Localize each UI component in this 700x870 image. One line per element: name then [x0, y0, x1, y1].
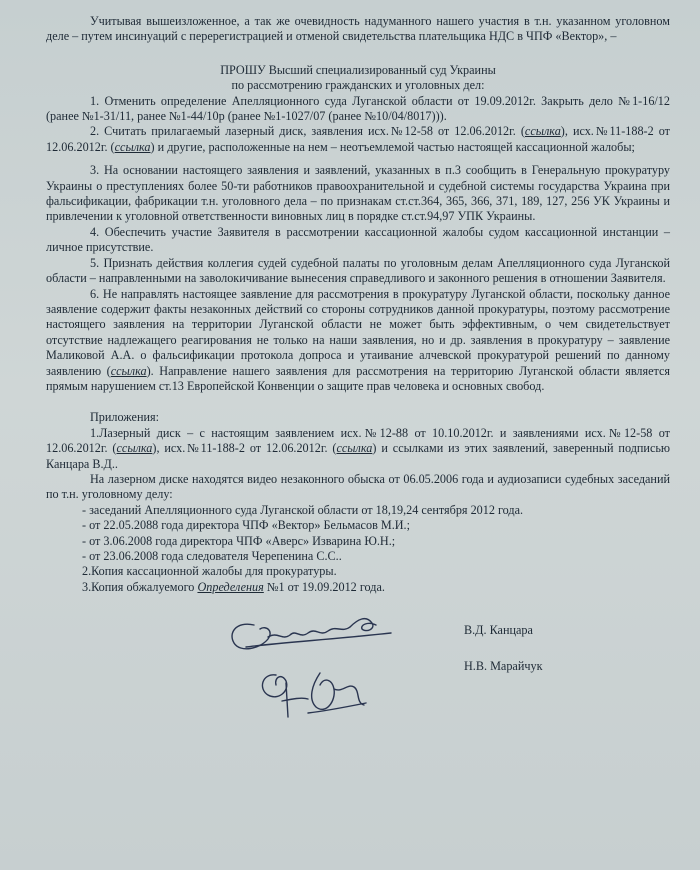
request-item-2	[46, 124, 670, 155]
petition-subtitle: по рассмотрению гражданских и уголовных дел:	[231, 78, 485, 93]
list-item: - от 23.06.2008 года следователя Черепенина С.С..	[82, 549, 342, 563]
request-item-1: 1. Отменить определение Апелляционного суда Луганской области от 19.09.2012г. Закрыть дело №1-16/12 (ранее №1-31/11, ранее №1-44/10р (ранее №1-1027/07 (ранее №10/04/8017))).	[46, 93, 670, 124]
handwritten-signatures-icon	[216, 603, 446, 723]
signer-name-1: В.Д. Канцара	[464, 623, 533, 638]
request-item-2-text-b: ), исх.№11-188-2 от 12.06.2012г. (	[46, 124, 670, 154]
disk-contents-list	[46, 503, 670, 595]
link-reference[interactable]: ссылка	[336, 441, 373, 456]
request-item-2-text-a: 2. Считать прилагаемый лазерный диск, заявления исх.№12-58 от 12.06.2012г. (	[90, 124, 525, 139]
attachments-heading: Приложения:	[90, 410, 159, 425]
signature-block	[46, 609, 670, 729]
link-reference[interactable]: ссылка	[524, 124, 561, 139]
attachment-3-text-a: 3.Копия обжалуемого	[82, 579, 198, 594]
disk-note: На лазерном диске находятся видео незаконного обыска от 06.05.2006 года и аудиозаписи судебных заседаний по т.н. уголовному делу:	[46, 471, 670, 502]
attachment-2: 2.Копия кассационной жалобы для прокуратуры.	[82, 564, 337, 579]
link-reference[interactable]: ссылка	[110, 363, 147, 378]
attachment-1-text-b: ), исх.№11-188-2 от 12.06.2012г. (	[152, 441, 337, 456]
request-item-2-text-c: ) и другие, расположенные на нем – неотъемлемой частью настоящей кассационной жалобы;	[150, 139, 635, 154]
signer-name-2: Н.В. Марайчук	[464, 659, 543, 674]
list-item: - заседаний Апелляционного суда Луганской области от 18,19,24 сентября 2012 года.	[82, 502, 524, 517]
petition-title: ПРОШУ Высший специализированный суд Украины	[220, 62, 496, 77]
attachment-3	[82, 580, 670, 595]
request-item-6	[46, 287, 670, 395]
decision-reference: Определения	[197, 579, 264, 594]
request-item-4: 4. Обеспечить участие Заявителя в рассмотрении кассационной жалобы судом кассационной инстанции – личное присутствие.	[46, 224, 670, 255]
attachment-1	[46, 426, 670, 472]
intro-paragraph: Учитывая вышеизложенное, а так же очевидность надуманного нашего участия в т.н. указанном уголовном деле – путем инсинуаций с перерегистрацией и отменой свидетельства плательщика НДС в ЧПФ «Вектор», –	[46, 14, 670, 44]
link-reference[interactable]: ссылка	[114, 139, 151, 154]
request-item-6-text-a: 6. Не направлять настоящее заявление для рассмотрения в прокуратуру Луганской области, поскольку данное заявление содержит факты незаконных действий со стороны сотрудников данной прокуратуры, поэтому рассмотрение настоящего заявления на территории Луганской области не может быть эффективным, о чем свидетельствует отсутствие надлежащего реагирования не только на наши заявления, но и др. заявления в прокуратуру – заявление Маликовой А.А. о фальсификации протокола допроса и утаивание алчевской прокуратурой решений по данному заявлению (	[46, 286, 670, 378]
request-item-6-text-b: ). Направление нашего заявления для рассмотрения на территорию Луганской области является прямым нарушением ст.13 Европейской Конвенции о защите прав человека и основных свобод.	[46, 363, 670, 393]
request-item-3: 3. На основании настоящего заявления и заявлений, указанных в п.3 сообщить в Генеральную прокуратуру Украины о преступлениях более 50-ти работников правоохранительной и судебной системы государства Украина при фальсификации, фабрикации т.н. уголовного дела – по признакам ст.ст.364, 365, 366, 371, 189, 127, 256 УК Украины и привлечении к уголовной ответственности виновных лиц в порядке ст.ст.94,97 УПК Украины.	[46, 163, 670, 224]
attachment-3-text-b: №1 от 19.09.2012 года.	[263, 579, 385, 594]
attachment-1-text-a: 1.Лазерный диск – с настоящим заявлением исх.№12-88 от 10.10.2012г. и заявлениями исх.№12-58 от 12.06.2012г. (	[46, 425, 670, 456]
link-reference[interactable]: ссылка	[116, 441, 153, 456]
request-item-5: 5. Признать действия коллегия судей судебной палаты по уголовным делам Апелляционного суда Луганской области – направленными на заволокичивание вынесения справедливого и законного решения в отношении Заявителя.	[46, 255, 670, 286]
attachment-1-text-c: ) и ссылками из этих заявлений, заверенный подписью Канцара В.Д..	[46, 441, 671, 471]
list-item: - от 3.06.2008 года директора ЧПФ «Аверс» Изварина Ю.Н.;	[82, 533, 396, 548]
list-item: - от 22.05.2088 года директора ЧПФ «Вектор» Бельмасов М.И.;	[82, 518, 410, 533]
